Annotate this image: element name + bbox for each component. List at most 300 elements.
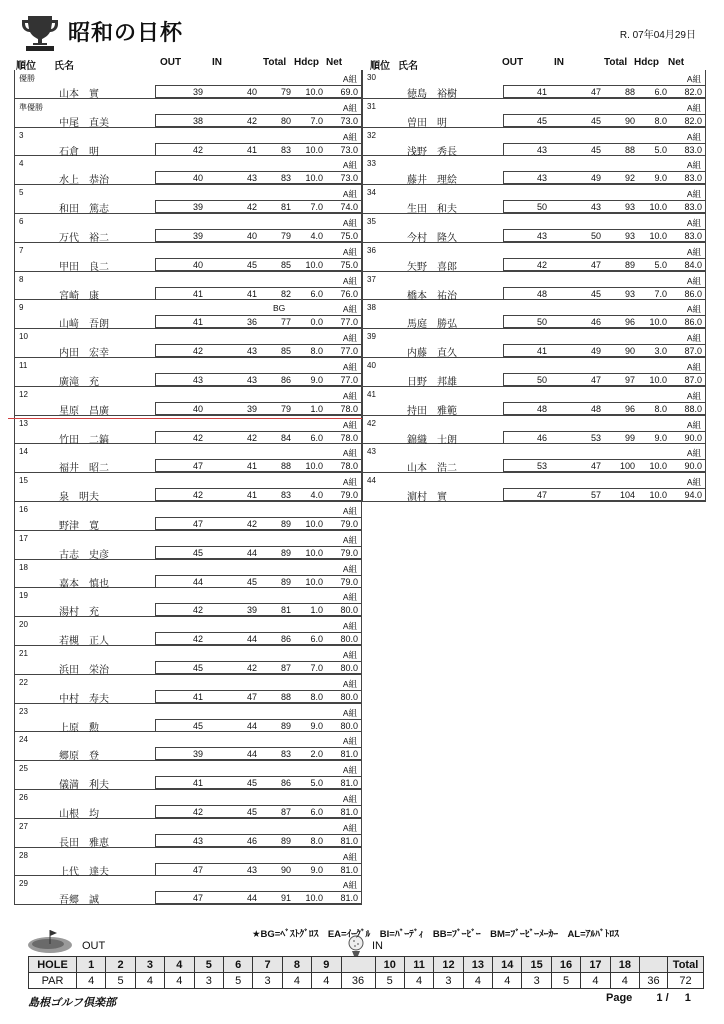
total-score: 89 xyxy=(624,259,635,270)
table-row xyxy=(15,444,361,473)
total-score: 97 xyxy=(624,374,635,385)
player-name: 藤井 理絵 xyxy=(407,175,457,187)
player-name: 郷原 登 xyxy=(59,751,99,763)
par-value: 4 xyxy=(135,973,164,989)
out-score: 41 xyxy=(192,691,203,702)
net-score: 80.0 xyxy=(340,634,358,645)
hole-number: 16 xyxy=(551,957,580,973)
player-name: 甲田 良二 xyxy=(59,261,109,273)
out-label: OUT xyxy=(82,940,106,952)
score-box xyxy=(155,85,361,98)
handicap: 7.0 xyxy=(654,288,667,299)
player-name: 星原 昌廣 xyxy=(59,405,109,417)
score-box xyxy=(155,690,361,703)
hole-number: 15 xyxy=(522,957,551,973)
results-table-right xyxy=(362,70,706,502)
player-name: 生田 和夫 xyxy=(407,204,457,216)
group-tag: A組 xyxy=(342,534,357,545)
group-tag: A組 xyxy=(342,217,357,228)
col-in: IN xyxy=(212,57,222,68)
table-row xyxy=(15,617,361,646)
score-box xyxy=(503,85,705,98)
handicap: 10.0 xyxy=(649,202,667,213)
group-tag: A組 xyxy=(686,246,701,257)
score-box xyxy=(155,459,361,472)
handicap: 9.0 xyxy=(310,720,323,731)
group-tag: A組 xyxy=(686,419,701,430)
table-row xyxy=(15,473,361,502)
hole-number: 3 xyxy=(135,957,164,973)
col-out: OUT xyxy=(160,57,182,68)
in-score: 43 xyxy=(246,864,257,875)
player-name: 古志 史彦 xyxy=(59,549,109,561)
handicap: 4.0 xyxy=(310,490,323,501)
total-score: 83 xyxy=(280,173,291,184)
in-score: 44 xyxy=(246,547,257,558)
player-name: 万代 裕二 xyxy=(59,232,109,244)
in-score: 44 xyxy=(246,749,257,760)
group-tag: A組 xyxy=(686,477,701,488)
rank-cell: 8 xyxy=(19,274,24,284)
player-name: 矢野 喜郎 xyxy=(407,261,457,273)
out-score: 45 xyxy=(192,547,203,558)
handicap: 8.0 xyxy=(654,115,667,126)
net-score: 75.0 xyxy=(340,230,358,241)
table-row xyxy=(363,128,705,157)
group-tag: A組 xyxy=(342,707,357,718)
out-score: 41 xyxy=(192,288,203,299)
par-value: 4 xyxy=(463,973,492,989)
group-tag: A組 xyxy=(686,333,701,344)
rank-cell: 9 xyxy=(19,303,24,313)
group-tag: A組 xyxy=(342,419,357,430)
group-tag: A組 xyxy=(342,822,357,833)
rank-cell: 26 xyxy=(19,792,28,802)
rank-cell: 40 xyxy=(367,360,376,370)
score-box xyxy=(155,863,361,876)
table-row xyxy=(363,272,705,301)
rank-cell: 17 xyxy=(19,533,28,543)
net-score: 77.0 xyxy=(340,317,358,328)
group-tag: A組 xyxy=(342,160,357,171)
handicap: 6.0 xyxy=(310,806,323,817)
total-score: 93 xyxy=(624,230,635,241)
table-row xyxy=(363,473,705,502)
score-box xyxy=(155,517,361,530)
player-name: 日野 邦雄 xyxy=(407,376,457,388)
player-name: 濵村 實 xyxy=(407,492,447,504)
table-row xyxy=(363,70,705,99)
net-score: 79.0 xyxy=(340,490,358,501)
rank-cell: 準優勝 xyxy=(19,102,43,112)
out-score: 42 xyxy=(536,259,547,270)
table-row xyxy=(15,502,361,531)
in-score: 40 xyxy=(246,87,257,97)
player-name: 廣滝 充 xyxy=(59,376,99,388)
rank-cell: 19 xyxy=(19,591,28,601)
hole-blank xyxy=(341,957,375,973)
out-score: 43 xyxy=(536,230,547,241)
net-score: 77.0 xyxy=(340,346,358,357)
table-row xyxy=(363,300,705,329)
net-score: 75.0 xyxy=(340,259,358,270)
handicap: 7.0 xyxy=(310,662,323,673)
handicap: 10.0 xyxy=(305,87,323,97)
total-score: 90 xyxy=(624,346,635,357)
handicap: 6.0 xyxy=(310,288,323,299)
par-value: 4 xyxy=(282,973,311,989)
score-box xyxy=(155,719,361,732)
out-score: 48 xyxy=(536,403,547,414)
par-header: PAR xyxy=(29,973,77,989)
hole-number: 1 xyxy=(77,957,106,973)
par-out-total: 36 xyxy=(341,973,375,989)
total-score: 88 xyxy=(280,461,291,472)
hole-number: 4 xyxy=(165,957,194,973)
table-row xyxy=(15,732,361,761)
out-score: 42 xyxy=(192,144,203,155)
col-rank: 順位 xyxy=(370,61,390,72)
in-score: 36 xyxy=(246,317,257,328)
out-score: 41 xyxy=(192,778,203,789)
player-name: 竹田 二鎬 xyxy=(59,434,109,446)
table-row xyxy=(363,99,705,128)
total-score: 83 xyxy=(280,749,291,760)
rank-cell: 37 xyxy=(367,274,376,284)
out-score: 43 xyxy=(192,835,203,846)
hole-number: 2 xyxy=(106,957,135,973)
out-score: 46 xyxy=(536,432,547,443)
score-box xyxy=(155,171,361,184)
score-box xyxy=(503,459,705,472)
rank-cell: 14 xyxy=(19,447,28,457)
in-score: 44 xyxy=(246,634,257,645)
in-score: 45 xyxy=(590,144,601,155)
table-row xyxy=(15,819,361,848)
player-name: 水上 恭治 xyxy=(59,175,109,187)
net-score: 83.0 xyxy=(684,144,702,155)
table-row xyxy=(363,416,705,445)
group-tag: A組 xyxy=(686,275,701,286)
out-score: 41 xyxy=(536,87,547,97)
handicap: 4.0 xyxy=(310,230,323,241)
in-score: 49 xyxy=(590,173,601,184)
table-row xyxy=(363,444,705,473)
score-box xyxy=(503,315,705,328)
handicap: 0.0 xyxy=(310,317,323,328)
rank-cell: 10 xyxy=(19,332,28,342)
player-name: 徳島 裕樹 xyxy=(407,89,457,100)
player-name: 浜田 栄治 xyxy=(59,664,109,676)
player-name: 中村 寿夫 xyxy=(59,693,109,705)
net-score: 73.0 xyxy=(340,144,358,155)
table-row xyxy=(15,243,361,272)
total-score: 89 xyxy=(280,547,291,558)
out-score: 39 xyxy=(192,202,203,213)
column-header-right xyxy=(370,57,704,71)
handicap: 10.0 xyxy=(305,893,323,904)
par-value: 5 xyxy=(375,973,404,989)
net-score: 74.0 xyxy=(340,202,358,213)
out-score: 42 xyxy=(192,605,203,616)
handicap: 10.0 xyxy=(649,490,667,501)
total-score: 86 xyxy=(280,778,291,789)
total-score: 79 xyxy=(280,230,291,241)
rank-cell: 41 xyxy=(367,389,376,399)
page-current: 1 xyxy=(656,992,663,1004)
rank-cell: 11 xyxy=(19,360,28,370)
handicap: 7.0 xyxy=(310,115,323,126)
group-tag: A組 xyxy=(686,74,701,84)
rank-cell: 13 xyxy=(19,418,28,428)
page-sep: / xyxy=(665,992,669,1004)
total-score: 90 xyxy=(280,864,291,875)
score-box xyxy=(155,546,361,559)
table-row xyxy=(15,99,361,128)
handicap: 8.0 xyxy=(654,403,667,414)
net-score: 81.0 xyxy=(340,806,358,817)
net-score: 82.0 xyxy=(684,87,702,97)
player-name: 上代 達夫 xyxy=(59,866,109,878)
score-box xyxy=(155,834,361,847)
group-tag: A組 xyxy=(342,361,357,372)
table-row xyxy=(363,387,705,416)
par-row xyxy=(29,973,704,989)
total-score: 90 xyxy=(624,115,635,126)
group-tag: A組 xyxy=(686,217,701,228)
par-value: 4 xyxy=(581,973,610,989)
net-score: 73.0 xyxy=(340,115,358,126)
page-total: 1 xyxy=(684,992,691,1004)
table-row xyxy=(363,358,705,387)
table-row xyxy=(15,704,361,733)
player-name: 上原 勲 xyxy=(59,722,99,734)
out-score: 47 xyxy=(192,518,203,529)
score-box xyxy=(155,229,361,242)
handicap: 8.0 xyxy=(310,691,323,702)
in-score: 42 xyxy=(246,432,257,443)
in-score: 45 xyxy=(246,778,257,789)
group-tag: A組 xyxy=(342,793,357,804)
score-box xyxy=(503,431,705,444)
handicap: 10.0 xyxy=(305,547,323,558)
score-box xyxy=(155,488,361,501)
table-row xyxy=(15,848,361,877)
rank-cell: 35 xyxy=(367,216,376,226)
hole-row xyxy=(29,957,704,973)
group-tag: A組 xyxy=(342,448,357,459)
in-score: 43 xyxy=(590,202,601,213)
out-score: 50 xyxy=(536,317,547,328)
net-score: 81.0 xyxy=(340,864,358,875)
hole-number: 5 xyxy=(194,957,223,973)
total-score: 80 xyxy=(280,115,291,126)
in-score: 50 xyxy=(590,230,601,241)
par-value: 4 xyxy=(404,973,433,989)
total-score: 99 xyxy=(624,432,635,443)
table-row xyxy=(15,128,361,157)
hole-number: 8 xyxy=(282,957,311,973)
table-row xyxy=(15,156,361,185)
out-score: 47 xyxy=(192,461,203,472)
net-score: 88.0 xyxy=(684,403,702,414)
total-score: 89 xyxy=(280,720,291,731)
total-score: 83 xyxy=(280,144,291,155)
rank-cell: 15 xyxy=(19,476,28,486)
table-row xyxy=(15,329,361,358)
par-value: 5 xyxy=(551,973,580,989)
page-label: Page xyxy=(606,992,633,1004)
best-gross-mark: BG xyxy=(273,303,286,314)
handicap: 1.0 xyxy=(310,605,323,616)
total-header: Total xyxy=(668,957,704,973)
player-name: 石倉 明 xyxy=(59,146,99,158)
par-value: 5 xyxy=(106,973,135,989)
out-score: 50 xyxy=(536,374,547,385)
in-score: 47 xyxy=(246,691,257,702)
player-name: 山﨑 吾朗 xyxy=(59,319,109,331)
score-box xyxy=(155,661,361,674)
rank-cell: 43 xyxy=(367,447,376,457)
total-score: 89 xyxy=(280,518,291,529)
par-value: 4 xyxy=(77,973,106,989)
handicap: 5.0 xyxy=(310,778,323,789)
rank-cell: 24 xyxy=(19,735,28,745)
out-score: 45 xyxy=(536,115,547,126)
group-tag: A組 xyxy=(342,563,357,574)
handicap: 7.0 xyxy=(310,202,323,213)
total-score: 85 xyxy=(280,259,291,270)
table-row xyxy=(15,675,361,704)
score-box xyxy=(155,805,361,818)
net-score: 83.0 xyxy=(684,230,702,241)
in-score: 39 xyxy=(246,605,257,616)
player-name: 内藤 直久 xyxy=(407,348,457,360)
player-name: 福井 昭二 xyxy=(59,463,109,475)
in-score: 44 xyxy=(246,893,257,904)
score-box xyxy=(503,200,705,213)
hole-number: 18 xyxy=(610,957,639,973)
in-score: 42 xyxy=(246,518,257,529)
col-hdcp: Hdcp xyxy=(294,57,319,68)
table-row xyxy=(15,387,361,416)
in-score: 42 xyxy=(246,202,257,213)
player-name: 吾郷 誠 xyxy=(59,895,99,907)
out-score: 48 xyxy=(536,288,547,299)
score-box xyxy=(155,114,361,127)
out-score: 42 xyxy=(192,346,203,357)
player-name: 馬庭 勝弘 xyxy=(407,319,457,331)
par-value: 3 xyxy=(522,973,551,989)
player-name: 湯村 充 xyxy=(59,607,99,619)
net-score: 81.0 xyxy=(340,835,358,846)
out-score: 50 xyxy=(536,202,547,213)
net-score: 81.0 xyxy=(340,778,358,789)
handicap: 8.0 xyxy=(310,346,323,357)
handicap: 6.0 xyxy=(310,432,323,443)
score-box xyxy=(503,402,705,415)
table-row xyxy=(15,70,361,99)
table-row xyxy=(15,790,361,819)
col-rank: 順位 xyxy=(16,61,36,72)
net-score: 76.0 xyxy=(340,288,358,299)
table-row xyxy=(15,272,361,301)
out-score: 43 xyxy=(192,374,203,385)
in-score: 45 xyxy=(246,259,257,270)
group-tag: A組 xyxy=(342,189,357,200)
in-score: 49 xyxy=(590,346,601,357)
score-box xyxy=(155,431,361,444)
out-score: 41 xyxy=(536,346,547,357)
group-tag: A組 xyxy=(342,131,357,142)
out-score: 40 xyxy=(192,403,203,414)
player-name: 山根 均 xyxy=(59,808,99,820)
in-score: 47 xyxy=(590,461,601,472)
out-score: 39 xyxy=(192,87,203,97)
group-tag: A組 xyxy=(342,246,357,257)
total-score: 81 xyxy=(280,202,291,213)
hole-blank xyxy=(640,957,668,973)
group-tag: A組 xyxy=(686,160,701,171)
table-row xyxy=(363,214,705,243)
total-score: 88 xyxy=(280,691,291,702)
handicap: 2.0 xyxy=(310,749,323,760)
table-row xyxy=(15,560,361,589)
net-score: 83.0 xyxy=(684,173,702,184)
player-name: 長田 雅恵 xyxy=(59,837,109,849)
col-net: Net xyxy=(326,57,343,68)
total-score: 104 xyxy=(619,490,635,501)
total-score: 81 xyxy=(280,605,291,616)
hole-number: 11 xyxy=(404,957,433,973)
total-score: 84 xyxy=(280,432,291,443)
out-score: 47 xyxy=(536,490,547,501)
handicap: 10.0 xyxy=(649,374,667,385)
player-name: 儀満 利夫 xyxy=(59,780,109,792)
handicap: 6.0 xyxy=(654,87,667,97)
handicap: 10.0 xyxy=(305,518,323,529)
in-score: 44 xyxy=(246,720,257,731)
out-score: 42 xyxy=(192,432,203,443)
handicap: 10.0 xyxy=(649,230,667,241)
out-score: 38 xyxy=(192,115,203,126)
par-scorecard xyxy=(28,956,704,989)
total-score: 89 xyxy=(280,835,291,846)
handicap: 3.0 xyxy=(654,346,667,357)
total-score: 82 xyxy=(280,288,291,299)
group-tag: A組 xyxy=(342,390,357,401)
hole-number: 7 xyxy=(253,957,282,973)
rank-cell: 34 xyxy=(367,188,376,198)
group-tag: A組 xyxy=(342,851,357,862)
total-score: 83 xyxy=(280,490,291,501)
score-box xyxy=(155,575,361,588)
group-tag: A組 xyxy=(342,592,357,603)
net-score: 80.0 xyxy=(340,662,358,673)
total-score: 86 xyxy=(280,634,291,645)
player-name: 持田 雅範 xyxy=(407,405,457,417)
rank-cell: 21 xyxy=(19,648,28,658)
table-row xyxy=(15,358,361,387)
total-score: 85 xyxy=(280,346,291,357)
in-score: 41 xyxy=(246,490,257,501)
in-score: 45 xyxy=(590,288,601,299)
pen-mark xyxy=(8,418,362,419)
col-hdcp: Hdcp xyxy=(634,57,659,68)
out-score: 45 xyxy=(192,720,203,731)
rank-cell: 3 xyxy=(19,130,24,140)
player-name: 中尾 直美 xyxy=(59,117,109,129)
